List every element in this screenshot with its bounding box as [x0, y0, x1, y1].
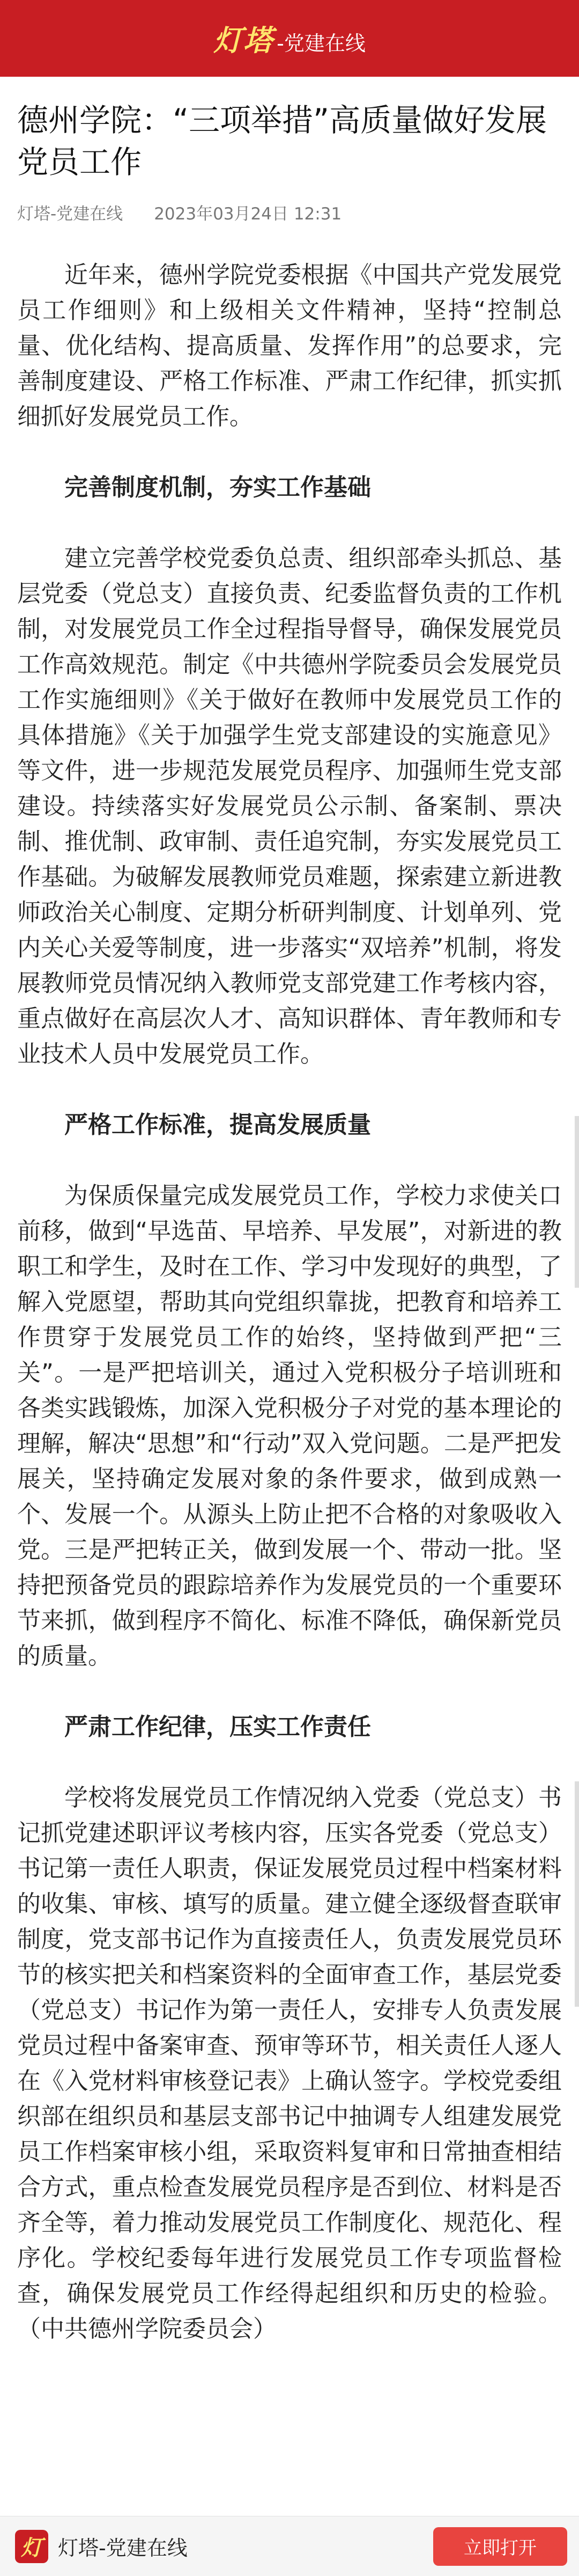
article-intro: 近年来，德州学院党委根据《中国共产党发展党员工作细则》和上级相关文件精神，坚持“控制总量、优化结构、提高质量、发挥作用”的总要求，完善制度建设、严格工作标准、严肃工作纪律，抓实抓细抓好发展党员工作。	[17, 261, 562, 430]
app-logo-icon	[15, 2530, 48, 2563]
section-heading: 完善制度机制，夯实工作基础	[64, 474, 371, 501]
brand-subtitle: -党建在线	[277, 32, 366, 55]
article-container	[0, 77, 579, 2382]
article-meta	[0, 183, 579, 224]
article-datetime: 2023年03月24日 12:31	[154, 204, 342, 224]
article-title: 德州学院：“三项举措”高质量做好发展党员工作	[17, 102, 547, 180]
brand-logo[interactable]	[213, 18, 366, 59]
open-app-button[interactable]: 立即打开	[433, 2527, 567, 2566]
scrollbar-track[interactable]	[575, 1116, 579, 1288]
article-source: 灯塔-党建在线	[17, 204, 123, 224]
brand-logo-text: 灯塔	[213, 23, 274, 57]
app-logo-glyph: 灯	[21, 2535, 42, 2560]
article-body	[0, 224, 579, 2347]
section-paragraph: 为保质保量完成发展党员工作，学校力求使关口前移，做到“早选苗、早培养、早发展”，对新进的教职工和学生，及时在工作、学习中发现好的典型，了解入党愿望，帮助其向党组织靠拢，把教育和培养工作贯穿于发展党员工作的始终，坚持做到严把“三关”。一是严把培训关，通过入党积极分子培训班和各类实践锻炼，加深入党积极分子对党的基本理论的理解，解决“思想”和“行动”双入党问题。二是严把发展关，坚持确定发展对象的条件要求，做到成熟一个、发展一个。从源头上防止把不合格的对象吸收入党。三是严把转正关，做到发展一个、带动一批。坚持把预备党员的跟踪培养作为发展党员的一个重要环节来抓，做到程序不简化、标准不降低，确保新党员的质量。	[17, 1182, 562, 1670]
scrollbar-track[interactable]	[575, 1781, 579, 2007]
app-name: 灯塔-党建在线	[58, 2536, 188, 2560]
top-banner	[0, 0, 579, 77]
section-heading: 严肃工作纪律，压实工作责任	[64, 1713, 371, 1741]
section-paragraph: 建立完善学校党委负总责、组织部牵头抓总、基层党委（党总支）直接负责、纪委监督负责的工作机制，对发展党员工作全过程指导督导，确保发展党员工作高效规范。制定《中共德州学院委员会发展党员工作实施细则》《关于做好在教师中发展党员工作的具体措施》《关于加强学生党支部建设的实施意见》等文件，进一步规范发展党员程序、加强师生党支部建设。持续落实好发展党员公示制、备案制、票决制、推优制、政审制、责任追究制，夯实发展党员工作基础。为破解发展教师党员难题，探索建立新进教师政治关心制度、定期分析研判制度、计划单列、党内关心关爱等制度，进一步落实“双培养”机制，将发展教师党员情况纳入教师党支部党建工作考核内容，重点做好在高层次人才、高知识群体、青年教师和专业技术人员中发展党员工作。	[17, 545, 562, 1068]
section-heading: 严格工作标准，提高发展质量	[64, 1111, 371, 1139]
section-paragraph: 学校将发展党员工作情况纳入党委（党总支）书记抓党建述职评议考核内容，压实各党委（党总支）书记第一责任人职责，保证发展党员过程中档案材料的收集、审核、填写的质量。建立健全逐级督查联审制度，党支部书记作为直接责任人，负责发展党员环节的核实把关和档案资料的全面审查工作，基层党委（党总支）书记作为第一责任人，安排专人负责发展党员过程中备案审查、预审等环节，相关责任人逐人在《入党材料审核登记表》上确认签字。学校党委组织部在组织员和基层支部书记中抽调专人组建发展党员工作档案审核小组，采取资料复审和日常抽查相结合方式，重点检查发展党员程序是否到位、材料是否齐全等，着力推动发展党员工作制度化、规范化、程序化。学校纪委每年进行发展党员工作专项监督检查，确保发展党员工作经得起组织和历史的检验。（中共德州学院委员会）	[17, 1784, 562, 2343]
app-download-bar	[0, 2516, 579, 2576]
